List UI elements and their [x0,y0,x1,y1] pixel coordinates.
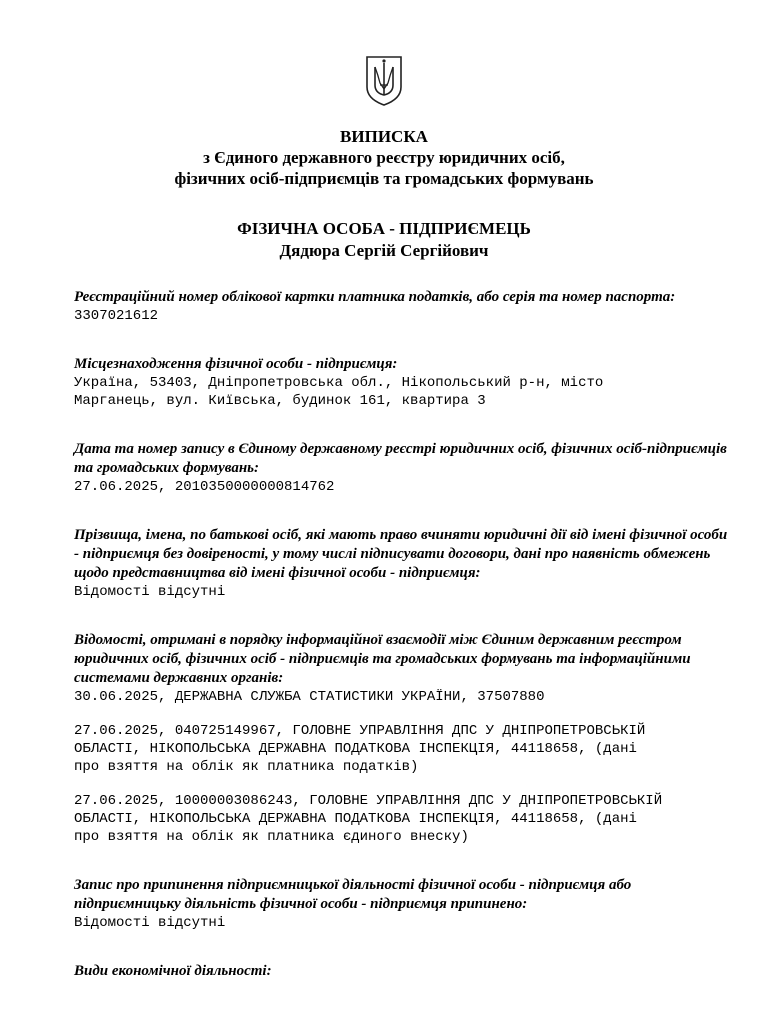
document-header [0,126,768,189]
section-label: Відомості, отримані в порядку інформаційної взаємодії між Єдиним державним реєстром юридичних осіб, фізичних осіб - підприємців та громадських формувань та інформаційними системами державних органів: [74,632,691,686]
section-value: 30.06.2025, ДЕРЖАВНА СЛУЖБА СТАТИСТИКИ УКРАЇНИ, 37507880 [74,689,545,705]
sections-list [74,288,734,1011]
document-subtitle-line2: фізичних осіб-підприємців та громадських формувань [174,169,594,188]
coat-of-arms-icon [364,55,404,107]
section-value: Відомості відсутні [74,915,226,931]
subject-block [0,218,768,262]
document-title: ВИПИСКА [340,127,428,146]
section [74,631,734,846]
section [74,288,734,325]
section [74,355,734,410]
section-label: Дата та номер запису в Єдиному державному реєстрі юридичних осіб, фізичних осіб-підприємців та громадських формувань: [74,441,727,476]
section [74,440,734,496]
section-value: Україна, 53403, Дніпропетровська обл., Нікопольський р-н, місто Марганець, вул. Київська, будинок 161, квартира 3 [74,375,604,409]
person-name: Дядюра Сергій Сергійович [279,241,489,260]
section-value: 27.06.2025, 10000003086243, ГОЛОВНЕ УПРАВЛІННЯ ДПС У ДНІПРОПЕТРОВСЬКІЙ ОБЛАСТІ, НІКОПОЛЬСЬКА ДЕРЖАВНА ПОДАТКОВА ІНСПЕКЦІЯ, 44118658, (дані про взяття на облік як платника єдиного внеску) [74,793,663,845]
section [74,526,734,601]
section [74,962,734,981]
entity-type: ФІЗИЧНА ОСОБА - ПІДПРИЄМЕЦЬ [237,219,531,238]
section-label: Прізвища, імена, по батькові осіб, які мають право вчиняти юридичні дії від імені фізичної особи - підприємця без довіреності, у тому числі підписувати договори, дані про наявність обмежень щодо представництва від імені фізичної особи - підприємця: [74,527,728,581]
section [74,876,734,932]
section-value: Відомості відсутні [74,584,226,600]
section-value: 3307021612 [74,308,159,324]
section-value: 27.06.2025, 2010350000000814762 [74,479,335,495]
section-label: Запис про припинення підприємницької діяльності фізичної особи - підприємця або підприємницьку діяльність фізичної особи - підприємця припинено: [74,877,632,912]
section-label: Місцезнаходження фізичної особи - підприємця: [74,356,398,372]
section-value: 27.06.2025, 040725149967, ГОЛОВНЕ УПРАВЛІННЯ ДПС У ДНІПРОПЕТРОВСЬКІЙ ОБЛАСТІ, НІКОПОЛЬСЬКА ДЕРЖАВНА ПОДАТКОВА ІНСПЕКЦІЯ, 44118658, (дані про взяття на облік як платника податків) [74,723,646,775]
section-label: Види економічної діяльності: [74,963,272,979]
document-subtitle-line1: з Єдиного державного реєстру юридичних осіб, [203,148,565,167]
section-label: Реєстраційний номер облікової картки платника податків, або серія та номер паспорта: [74,289,676,305]
